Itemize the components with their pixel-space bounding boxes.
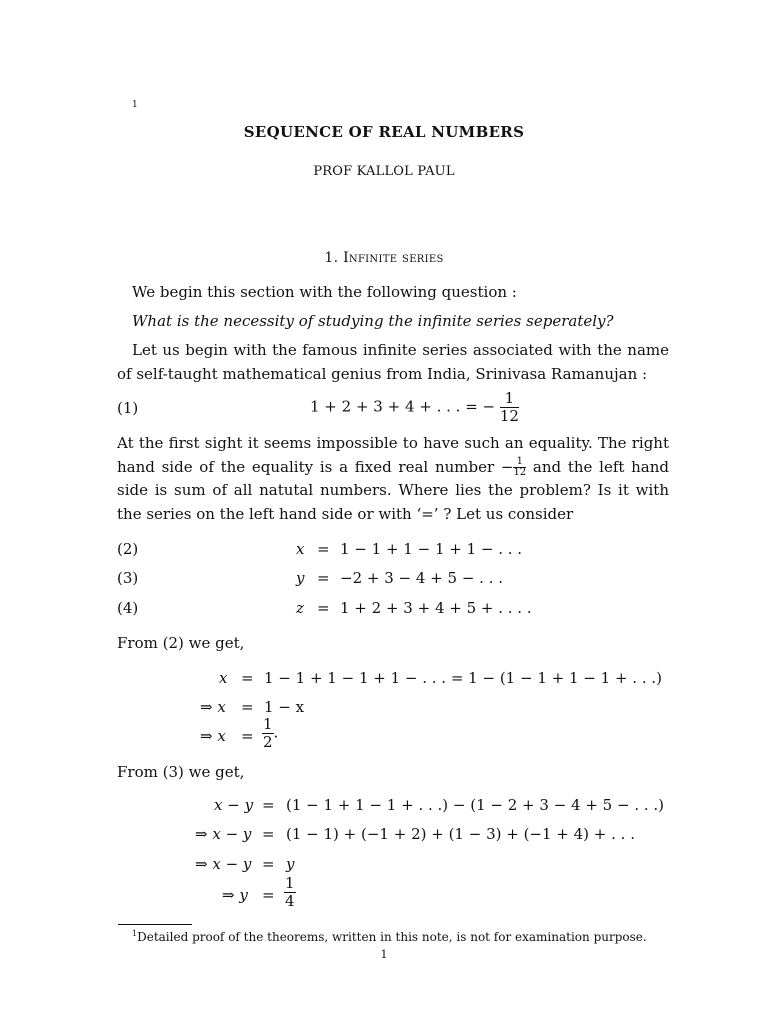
equation-3-lhs: y	[296, 569, 305, 587]
derivation1-line2-rhs: 1 − x	[264, 698, 305, 716]
derivation1-line2-lhs: ⇒ x	[200, 698, 226, 716]
section-heading: 1. Infinite series	[324, 250, 444, 266]
derivation2-line3-lhs: ⇒ x − y	[195, 855, 252, 873]
derivation2-line4-equals: =	[262, 886, 275, 904]
equation-4-lhs: z	[296, 599, 304, 617]
equation-3-rhs: −2 + 3 − 4 + 5 − . . .	[340, 569, 504, 587]
derivation2-line4-lhs: ⇒ y	[222, 886, 248, 904]
from-2-text: From (2) we get,	[117, 634, 245, 652]
derivation2-line1-equals: =	[262, 796, 275, 814]
ramanujan-paragraph: Let us begin with the famous infinite series associated with the name of self-taught mathematical genius from India, Srinivasa Ramanujan :	[117, 341, 669, 383]
equation-4-label: (4)	[117, 599, 139, 617]
derivation1-numerator: 1	[263, 715, 273, 733]
p3-fraction-denominator: 12	[513, 467, 527, 478]
derivation2-line1-lhs: x − y	[214, 796, 254, 814]
paper-title: SEQUENCE OF REAL NUMBERS	[243, 123, 525, 141]
equation-1-lhs: 1 + 2 + 3 + 4 + . . . = −	[310, 397, 496, 416]
from-3-text: From (3) we get,	[117, 763, 245, 781]
derivation2-line2-rhs: (1 − 1) + (−1 + 2) + (1 − 3) + (−1 + 4) + . . .	[286, 825, 635, 843]
equation-3-equals: =	[317, 569, 330, 587]
derivation1-line2-equals: =	[241, 698, 254, 716]
page-number: 1	[380, 948, 388, 961]
p3-inline-fraction	[513, 457, 526, 478]
derivation1-line1-rhs: 1 − 1 + 1 − 1 + 1 − . . . = 1 − (1 − 1 + 1 − 1 + . . .)	[264, 669, 662, 687]
equation-2-equals: =	[317, 540, 330, 558]
footnote-text: Detailed proof of the theorems, written in this note, is not for examination purpose.	[137, 930, 647, 944]
footnote-mark: 1	[132, 929, 138, 938]
p3-text-before: At the first sight it seems impossible to have such an equality. The right hand side of the equality is a fixed real number −	[117, 434, 669, 476]
derivation1-period: .	[273, 723, 279, 742]
derivation2-line4-rhs	[284, 875, 296, 910]
equation-4-rhs: 1 + 2 + 3 + 4 + 5 + . . . .	[340, 599, 532, 617]
equation-2-lhs: x	[296, 540, 305, 558]
equation-1	[310, 390, 519, 425]
intro-paragraph: We begin this section with the following question :	[132, 283, 517, 301]
footnote	[132, 929, 647, 944]
equation-1-numerator: 1	[500, 390, 519, 408]
derivation2-fraction	[284, 875, 296, 910]
derivation1-line3-lhs: ⇒ x	[200, 727, 226, 745]
derivation2-line3-rhs: y	[286, 855, 295, 873]
derivation1-denominator: 2	[263, 733, 273, 751]
derivation2-line3-equals: =	[262, 855, 275, 873]
derivation1-line3-equals: =	[241, 727, 254, 745]
corner-footnote-mark: 1	[132, 100, 138, 110]
first-sight-paragraph	[117, 432, 669, 526]
p3-text-after: and the left hand side is sum of all natutal numbers. Where lies the problem? Is it with the series on the left hand side or with ‘=’ ? Let us consider	[117, 457, 669, 523]
equation-1-fraction	[500, 390, 519, 425]
equation-2-label: (2)	[117, 540, 139, 558]
question-text: What is the necessity of studying the infinite series seperately?	[132, 312, 614, 330]
p3-fraction-numerator: 1	[513, 457, 526, 468]
equation-2-rhs: 1 − 1 + 1 − 1 + 1 − . . .	[340, 540, 523, 558]
footnote-rule	[118, 924, 192, 925]
derivation1-line1-lhs: x	[219, 669, 228, 687]
derivation1-fraction	[262, 716, 274, 751]
equation-1-denominator: 12	[499, 407, 519, 425]
derivation1-line1-equals: =	[241, 669, 254, 687]
derivation2-line1-rhs: (1 − 1 + 1 − 1 + . . .) − (1 − 2 + 3 − 4 + 5 − . . .)	[286, 796, 665, 814]
derivation2-numerator: 1	[285, 874, 295, 892]
derivation2-line2-lhs: ⇒ x − y	[195, 825, 252, 843]
equation-3-label: (3)	[117, 569, 139, 587]
author-name: PROF KALLOL PAUL	[313, 164, 455, 179]
equation-1-label: (1)	[117, 399, 139, 417]
equation-4-equals: =	[317, 599, 330, 617]
derivation2-denominator: 4	[285, 892, 295, 910]
derivation1-line3-rhs	[262, 716, 278, 751]
derivation2-line2-equals: =	[262, 825, 275, 843]
